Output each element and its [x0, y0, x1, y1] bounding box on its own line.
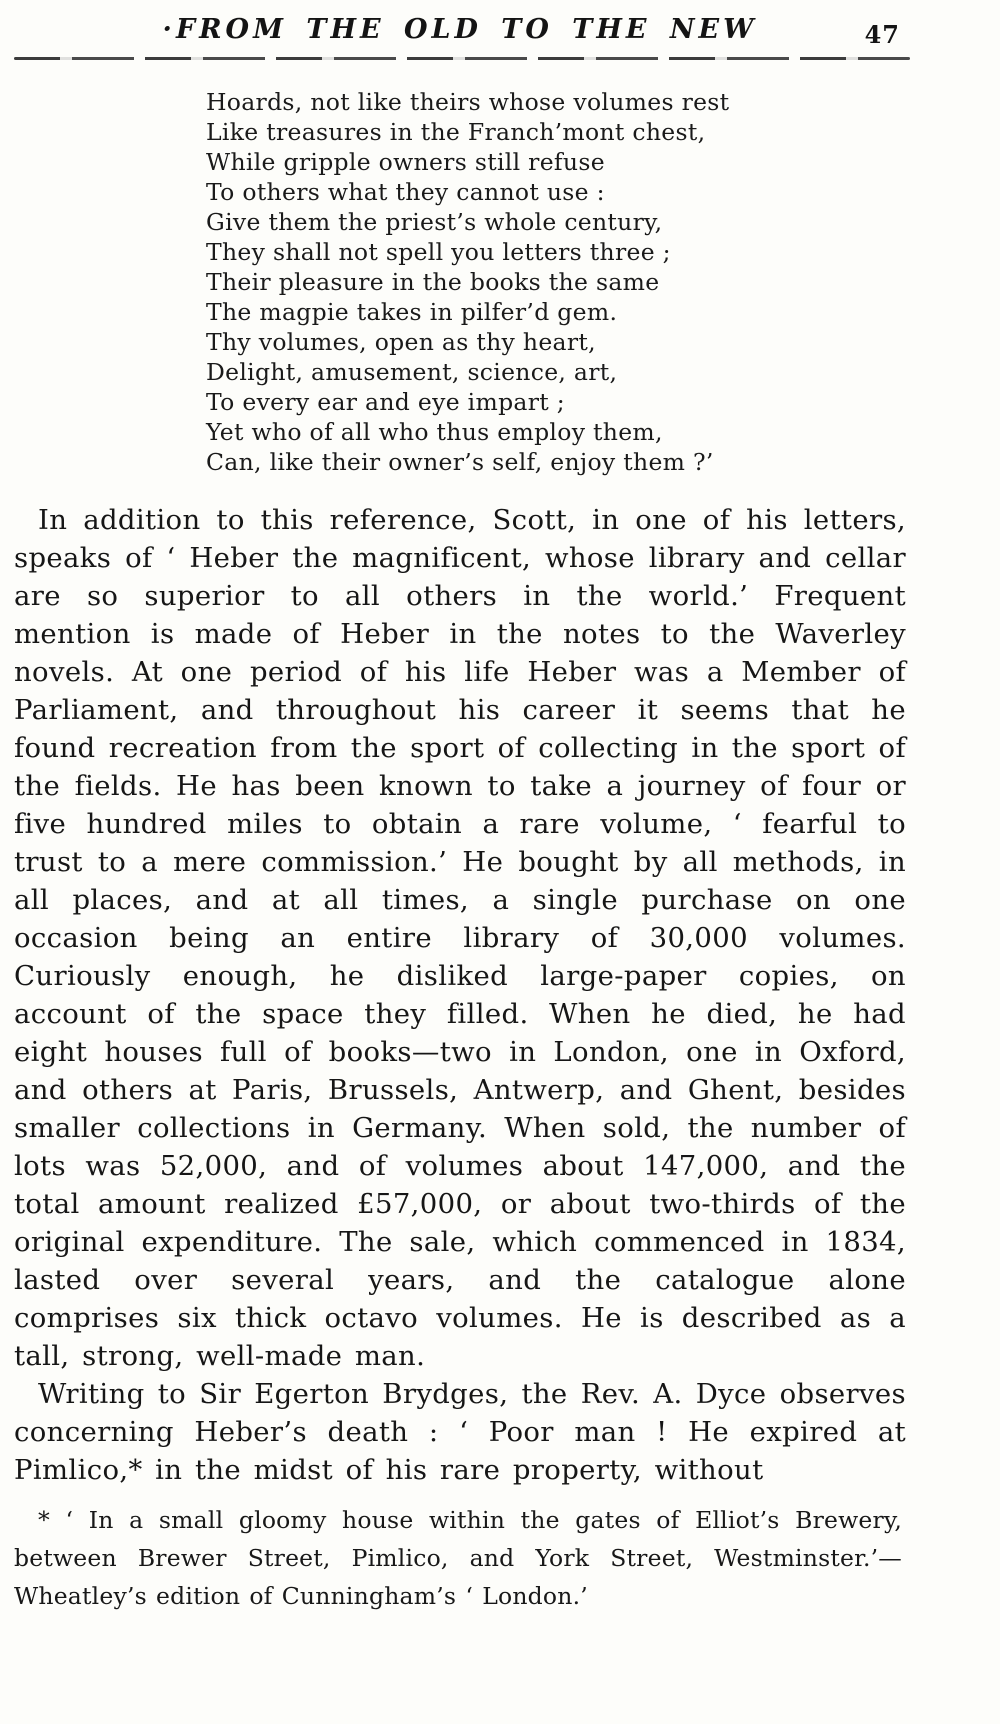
- poem-line: Thy volumes, open as thy heart,: [206, 328, 596, 356]
- poem-line: To every ear and eye impart ;: [206, 388, 565, 416]
- poem-line: Their pleasure in the books the same: [206, 268, 660, 296]
- poem-line: Give them the priest’s whole century,: [206, 208, 663, 236]
- poem-line: To others what they cannot use :: [206, 178, 605, 206]
- running-header: [14, 14, 906, 54]
- poem-line: Like treasures in the Franch’mont chest,: [206, 118, 706, 146]
- poem-line: They shall not spell you letters three ;: [206, 238, 671, 266]
- poem-line: Yet who of all who thus employ them,: [206, 418, 663, 446]
- poem-line: Can, like their owner’s self, enjoy them ?’: [206, 448, 714, 476]
- page-number: 47: [864, 20, 900, 49]
- poem-block: [206, 87, 904, 477]
- poem-line: While gripple owners still refuse: [206, 148, 605, 176]
- header-rule: [14, 57, 910, 60]
- body-text: [14, 501, 906, 1489]
- running-header-title: ·FROM THE OLD TO THE NEW: [162, 14, 758, 45]
- footnote: * ‘ In a small gloomy house within the gates of Elliot’s Brewery, between Brewer Street, Pimlico, and York Street, Westminster.’—Wheatley’s edition of Cunningham’s ‘ London.’: [14, 1506, 902, 1610]
- poem-line: The magpie takes in pilfer’d gem.: [206, 298, 618, 326]
- body-paragraph: Writing to Sir Egerton Brydges, the Rev. A. Dyce observes concerning Heber’s death : ‘ Poor man ! He expired at Pimlico,* in the midst of his rare property, without: [14, 1378, 906, 1486]
- body-paragraph: In addition to this reference, Scott, in one of his letters, speaks of ‘ Heber the magnificent, whose library and cellar are so superior to all others in the world.’ Frequent mention is made of Heber in the notes to the Waverley novels. At one period of his life Heber was a Member of Parliament, and throughout his career it seems that he found recreation from the sport of collecting in the sport of the fields. He has been known to take a journey of four or five hundred miles to obtain a rare volume, ‘ fearful to trust to a mere commission.’ He bought by all methods, in all places, and at all times, a single purchase on one occasion being an entire library of 30,000 volumes. Curiously enough, he disliked large-paper copies, on account of the space they filled. When he died, he had eight houses full of books—two in London, one in Oxford, and others at Paris, Brussels, Antwerp, and Ghent, besides smaller collections in Germany. When sold, the number of lots was 52,000, and of volumes about 147,000, and the total amount realized £57,000, or about two-thirds of the original expenditure. The sale, which commenced in 1834, lasted over several years, and the catalogue alone comprises six thick octavo volumes. He is described as a tall, strong, well-made man.: [14, 504, 906, 1372]
- poem-line: Hoards, not like theirs whose volumes rest: [206, 88, 730, 116]
- poem-line: Delight, amusement, science, art,: [206, 358, 618, 386]
